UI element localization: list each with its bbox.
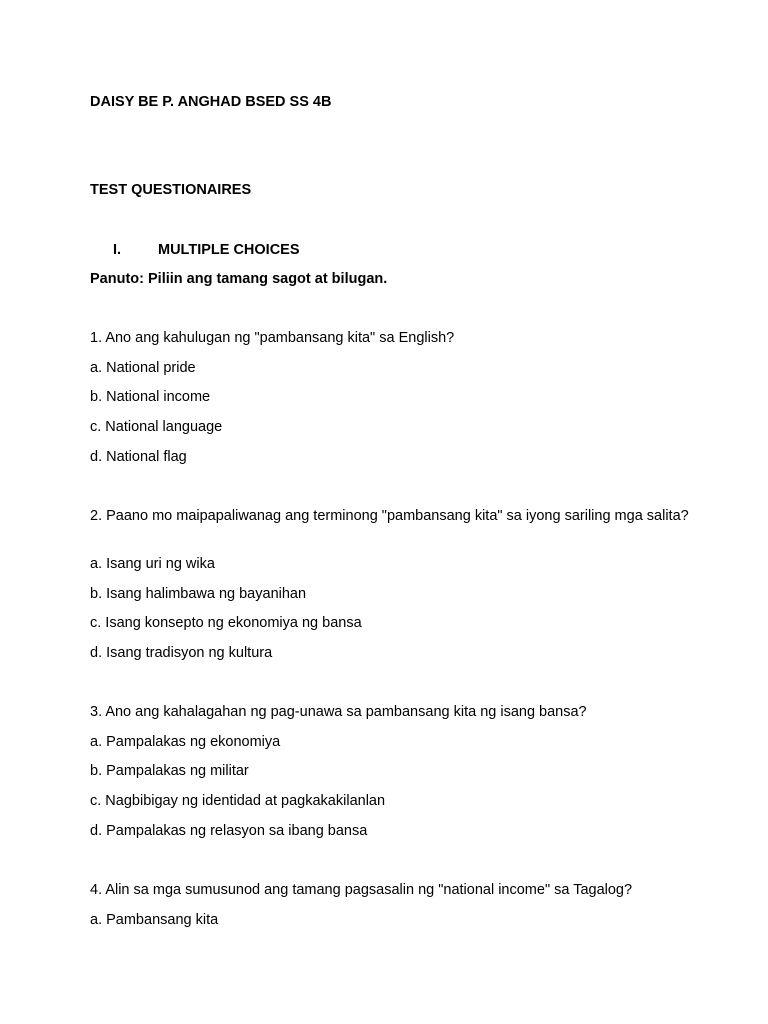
instruction-line: Panuto: Piliin ang tamang sagot at bilugan. [90, 271, 388, 287]
choice-item: a. Pambansang kita [90, 912, 219, 928]
document-title: TEST QUESTIONAIRES [90, 182, 252, 198]
choice-item: a. Pampalakas ng ekonomiya [90, 734, 281, 750]
choice-item: a. Isang uri ng wika [90, 556, 215, 572]
choice-item: a. National pride [90, 360, 196, 376]
choice-item: d. Isang tradisyon ng kultura [90, 645, 273, 661]
choice-item: c. Isang konsepto ng ekonomiya ng bansa [90, 615, 362, 631]
section-number: I. [113, 242, 122, 258]
choice-item: b. National income [90, 389, 211, 405]
choice-item: c. Nagbibigay ng identidad at pagkakakilanlan [90, 793, 386, 809]
choice-item: b. Pampalakas ng militar [90, 763, 249, 779]
question-text: 1. Ano ang kahulugan ng "pambansang kita" sa English? [90, 330, 455, 346]
choice-item: c. National language [90, 419, 223, 435]
section-title: MULTIPLE CHOICES [158, 242, 300, 258]
choice-item: d. Pampalakas ng relasyon sa ibang bansa [90, 823, 368, 839]
question-text: 2. Paano mo maipapaliwanag ang terminong "pambansang kita" sa iyong sariling mga salita? [90, 508, 689, 524]
choice-item: b. Isang halimbawa ng bayanihan [90, 586, 307, 602]
question-text: 4. Alin sa mga sumusunod ang tamang pagsasalin ng "national income" sa Tagalog? [90, 882, 633, 898]
question-text: 3. Ano ang kahalagahan ng pag-unawa sa pambansang kita ng isang bansa? [90, 704, 587, 720]
author-line: DAISY BE P. ANGHAD BSED SS 4B [90, 94, 332, 110]
choice-item: d. National flag [90, 449, 187, 465]
